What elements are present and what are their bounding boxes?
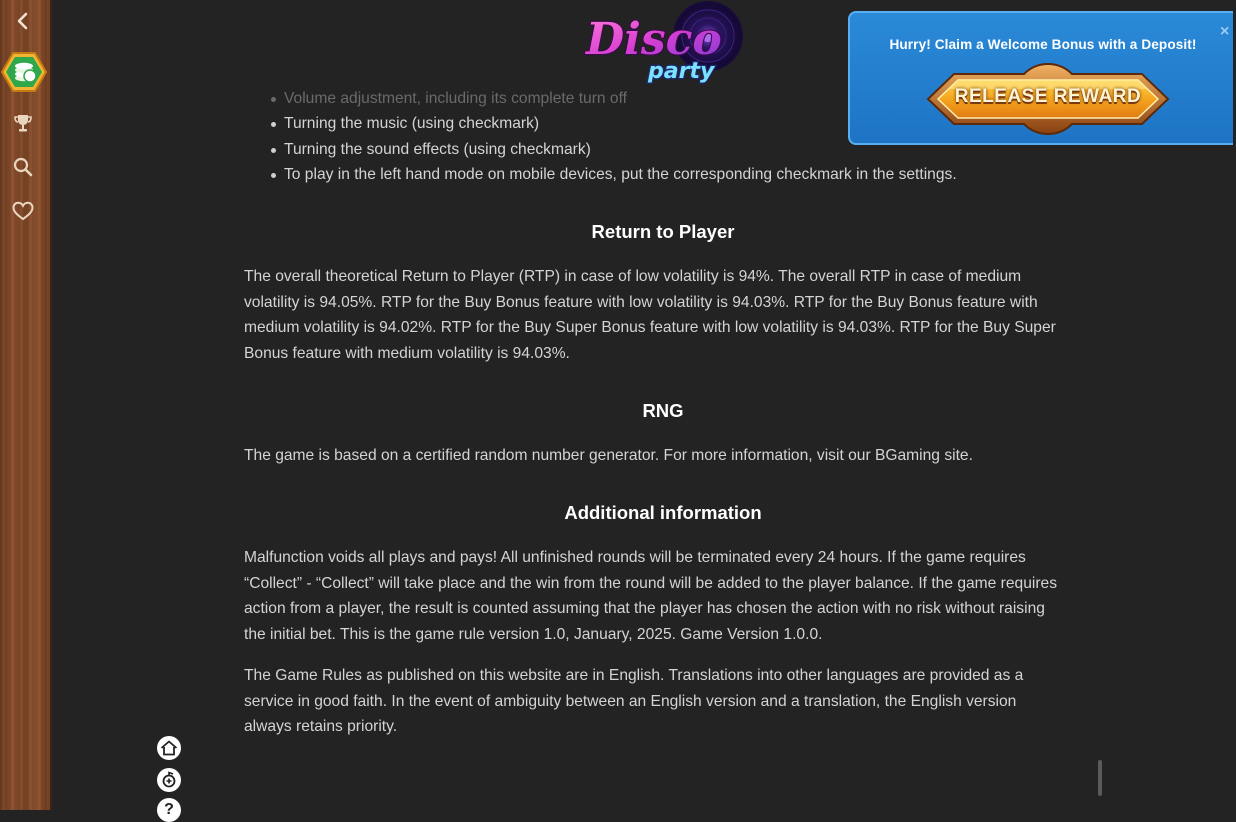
rng-paragraph — [244, 443, 1086, 469]
home-icon — [160, 740, 178, 756]
release-reward-button[interactable] — [924, 62, 1172, 136]
text-line: “Collect” - “Collect” will take place and the win from the round will be added to the player balance. If the game requires — [244, 574, 1058, 592]
text-line: the initial bet. This is the game rule version 1.0, January, 2025. Game Version 1.0.0. — [244, 625, 823, 643]
close-icon[interactable]: × — [1220, 23, 1230, 40]
additional-paragraph-2 — [244, 663, 1086, 740]
heart-icon — [12, 201, 34, 221]
text-line: volatility is 94.05%. RTP for the Buy Bonus feature with low volatility is 94.03%. RTP for the Buy Bonus feature with — [244, 293, 1038, 311]
list-item: To play in the left hand mode on mobile devices, put the corresponding checkmark in the settings. — [268, 162, 1028, 187]
text-line: The Game Rules as published on this website are in English. Translations into other languages are provided as a — [244, 667, 1024, 684]
section-title-additional: Additional information — [564, 502, 762, 523]
back-button[interactable] — [0, 3, 46, 39]
text-line: action from a player, the result is counted assuming that the player has chosen the action with no risk without raising — [244, 600, 1045, 618]
disco-party-logo — [580, 0, 748, 84]
text-line: Bonus feature with medium volatility is 94.03%. — [244, 344, 570, 362]
search-button[interactable] — [0, 149, 46, 185]
text-line: The overall theoretical Return to Player (RTP) in case of low volatility is 94%. The overall RTP in case of medium — [244, 268, 1022, 285]
section-title-rtp: Return to Player — [591, 221, 735, 242]
release-reward-label: RELEASE REWARD — [954, 86, 1142, 107]
tournaments-button[interactable] — [0, 105, 46, 141]
help-button[interactable] — [157, 798, 181, 822]
coins-button[interactable] — [1, 52, 47, 92]
help-icon: ? — [164, 801, 174, 818]
trophy-icon — [13, 113, 33, 133]
list-item: Turning the music (using checkmark) — [268, 111, 1028, 136]
home-button[interactable] — [157, 736, 181, 760]
chevron-left-icon — [16, 12, 30, 30]
text-line: always retains priority. — [244, 718, 398, 736]
text-line: service in good faith. In the event of ambiguity between an English version and a translation, the English version — [244, 692, 1017, 710]
promo-headline: Hurry! Claim a Welcome Bonus with a Deposit! — [889, 37, 1197, 52]
text-line: medium volatility is 94.02%. RTP for the Buy Super Bonus feature with low volatility is 94.03%. RTP for the Buy Super — [244, 319, 1056, 337]
rtp-paragraph — [244, 264, 1086, 366]
additional-paragraph-1 — [244, 545, 1086, 647]
section-title-rng: RNG — [642, 400, 684, 421]
sound-button[interactable] — [157, 768, 181, 792]
sidebar — [0, 0, 52, 810]
favorites-button[interactable] — [0, 193, 46, 229]
text-line: Malfunction voids all plays and pays! All unfinished rounds will be terminated every 24 hours. If the game requires — [244, 549, 1026, 566]
text-line: The game is based on a certified random number generator. For more information, visit our BGaming site. — [244, 447, 973, 464]
logo-word-party: party — [648, 59, 715, 84]
coins-icon — [1, 52, 47, 92]
sound-icon — [160, 771, 178, 789]
search-icon — [13, 157, 33, 177]
scrollbar-thumb[interactable] — [1098, 760, 1102, 796]
logo-word-disco: Disco — [586, 14, 722, 65]
list-item: Turning the sound effects (using checkmark) — [268, 137, 1028, 162]
list-item: Volume adjustment, including its complete turn off — [268, 86, 1028, 111]
